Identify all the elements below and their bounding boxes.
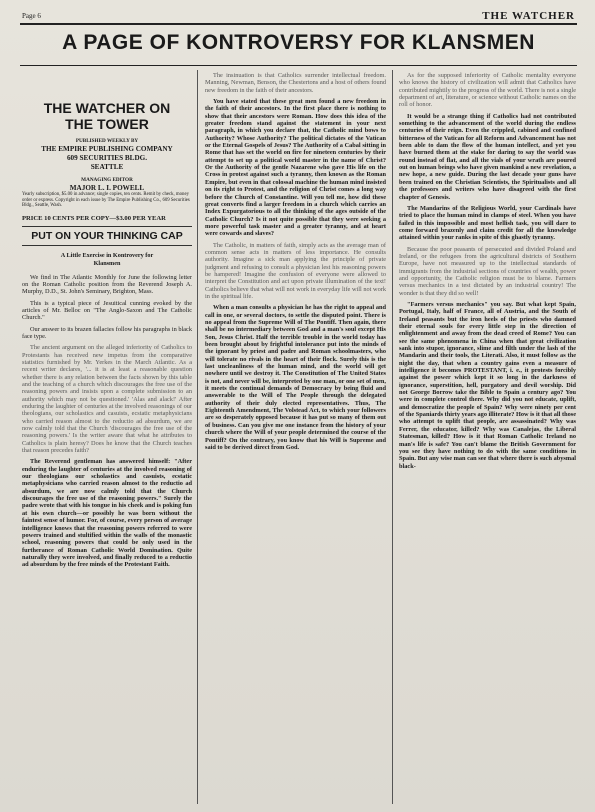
column-divider [392, 70, 393, 804]
column-divider [197, 70, 198, 804]
publisher-address: 609 SECURITIES BLDG. [66, 154, 148, 163]
headline-rule [20, 65, 577, 66]
subscription-notice: Yearly subscription, $5.00 in advance; single copies, ten cents. Remit by check, money order or express. Copyright in each issue by The Empire Publishing Co., 609 Securities Bldg., Seattle, Wash. [22, 192, 190, 209]
quoted-paragraph: The insinuation is that Catholics surrender intellectual freedom. Manning, Newman, Benson, the Chestertons and a host of others found new freedom in the faith of their ancestors. [205, 72, 386, 94]
answer-paragraph: "Farmers versus mechanics" you say. But what kept Spain, Portugal, Italy, half of France, all of Austria, and the South of Ireland peasants but the iron heels of the priests who damned their eternal souls for every little step in the direction of enlightenment and away from the dead creed of Rome? You can see the same phenomena in China when that great civilization sank into stupor, ignorance, slime and filth under the lash of the Mandarin and their tools, the Literati. Also, it must follow as the night the day, that when a country gains even a measure of intelligence it becomes PROTESTANT, i. e., it protests forcibly against the power which kept it so long in the darkness of ignorance, superstition, hell, purgatory and devil worship. Did not George Borrow take the Bible to Spain a century ago? You were in complete control there. Why did you not educate, uplift, and democratize the people of Spain? Why were ninety per cent of the Spaniards thirty years ago illiterate? How is it that all those who attempt to uplift that people, are assassinated? Why was Ferrer, the educator, killed? Why was Canalejas, the Liberal Statesman, killed? How is it that Roman Catholic Ireland no man's life is safe? You can't blame the British Government for you see they have nothing to do with the same conditions in Spain. But any wise man can see that where there is such abysmal black- [399, 300, 576, 470]
answer-paragraph: You have stated that these great men found a new freedom in the faith of their ancestors. In the first place there is nothing to show that their ancestors were Roman. How does this idea of the greater freedom stand against the statement in your next paragraph, in which you declare that, the Catholic mind bows to Authority? Whose Authority? The political dictates of the Vatican or the Eternal Gospels of Jesus? The Authority of a Cabal sitting in Rome that has set the world on fire for nineteen centuries by their attempt to set up a political world master in the name of Christ? Or the Authority of the gentle Nazarene who gave His life on the Cross in protest against such a tyranny, then known as the Roman Empire, but even in that colossal machine the human mind insisted on its right to Protest, and the religion of Christ comes a long way before the Church of Constantine. Will you tell me, how did these great converts find a larger freedom in a church which carries an Index Expurgatorious to all the thinking of the ages outside of the Catholic Church? Is it not quite possible that they were seeking a more powerful task master and a greater tyranny, and at heart were cowards and slaves? [205, 98, 386, 238]
column-1 [22, 72, 192, 806]
published-by: PUBLISHED WEEKLY BY [75, 138, 139, 144]
quoted-paragraph: The ancient argument on the alleged inferiority of Catholics to Protestants has received new impetus from the comparative statistics furnished by Mr. Yerkes in the March Atlantic. As a recent writer declares, '... it is at least a reasonable question whether there is any relation between the facts shown by this table and the teaching of a church which discourages the free use of the reasoning powers and insists upon a complete submission to an authority which may not be questioned.' 'Alas and alack!' After enduring the laughter of centuries at the involved reasonings of our theologians, our scholastics and casuists, ecstatic metaphysicians who carried reason almost to the reductio ad absurdum, we are now calmly told that the Church 'discourages the free use of the reasoning powers.' Is the writer aware that what he attributes to Catholics is plain heresy? Does he know that the Church teaches that reason precedes faith? [22, 344, 192, 455]
quoted-paragraph: The Catholic, in matters of faith, simply acts as the average man of common sense acts in matters of less importance. He consults authority. Imagine a sick man applying the principle of private judgment and refusing to consult a physician lest his reasoning powers be hampered! Imagine the confusion of everyone were allowed to interpret the Constitution and act upon private illumination of the text! Catholics believe that what will not work in everyday life will not work in the spiritual life. [205, 241, 386, 300]
column-2 [205, 72, 386, 806]
header-rule [20, 23, 577, 25]
answer-paragraph: The Mandarins of the Religious World, your Cardinals have tried to place the human mind in clamps of steel. When you have failed in this impossible and most hellish task, you will dare to come forward brazenly and claim credit for all the knowledge attained within your ranks in spite of this ghastly tyranny. [399, 204, 576, 242]
masthead-title-line1: THE WATCHER ON [43, 100, 171, 116]
quoted-paragraph: Because the poor peasants of persecuted and divided Poland and Ireland, or the refugees from the agricultural districts of Southern Europe, have not measured up to the intellectual standards of immigrants from the industrial sections of countries of wealth, power and opportunity, the Catholic religion must be to blame. Farmers versus mechanics in a test dictated by an industrial country! The wonder is that they did so well! [399, 245, 576, 297]
page-number: Page 6 [22, 12, 41, 20]
section-subtitle-line2: Klansmen [93, 259, 121, 267]
publisher-company: THE EMPIRE PUBLISHING COMPANY [41, 145, 173, 154]
column-3 [399, 72, 576, 806]
running-masthead: THE WATCHER [482, 10, 575, 22]
publisher-city: SEATTLE [90, 163, 124, 172]
answer-paragraph: When a man consults a physician he has the right to appeal and call in one, or several doctors, to settle the disputed point. There is no appeal from the Supreme Will of The Pontiff. Then again, there shall be no intermediary between God and a man's soul except His Son, Jesus Christ. Half the terrible trouble in the world today has been brought about by frightful intolerance put into the minds of the ignorant by priest and padre and Roman schoolmasters, who will tolerate no rivals in the heart of their flock. Surely this is the last uncleanliness of the human mind, and the world will get nowhere until we destroy it. The Constitution of The United States is not, and never will be, interpreted by one man, or one set of men, it meets the continual demands of Democracy by being fluid and answerable to the Will of The People through the delegated authority of their duly elected representatives. Thus, The Eighteenth Amendment, The Volstead Act, to which your followers are so desperately opposed because it has put so many of them out of business. Can you give me one instance from the history of your church where the Will of your people determined the course of the Pontiff? On the contrary, you know that his Will is Supreme and said to be derived direct from God. [205, 304, 386, 451]
editor-name: MAJOR L. I. POWELL [69, 183, 145, 192]
section-title: PUT ON YOUR THINKING CAP [22, 233, 192, 245]
price-line: PRICE 10 CENTS PER COPY—$3.00 PER YEAR [22, 215, 192, 227]
section-subtitle [22, 252, 192, 268]
page-headline: A PAGE OF KONTROVERSY FOR KLANSMEN [62, 31, 535, 54]
paragraph: Our answer to its brazen fallacies follow his paragraphs in black face type. [22, 325, 192, 340]
section-subtitle-line1: A Little Exercise in Kontrovery for [60, 251, 154, 259]
masthead-title [22, 100, 192, 132]
paragraph: This is a typical piece of Jesuitical cunning evoked by the articles of Mr. Belloc on "The Anglo-Saxon and The Catholic Church." [22, 299, 192, 322]
masthead-title-line2: THE TOWER [65, 116, 149, 132]
paragraph: We find in The Atlantic Monthly for June the following letter on the Roman Catholic position from the Reverend Joseph A. Murphy, D.D., St. John's Seminary, Brighton, Mass. [22, 273, 192, 296]
answer-paragraph: The Reverend gentleman has answered himself: "After enduring the laughter of centuries at the involved reasoning of our theologians our scholastics and casuists, ecstatic metaphysicians who carried reason almost to the reductio ad absurdum, we are now calmly told that the Church discourages the free use of the reasoning powers." Surely the padre wrote that with his tongue in his cheek and is poking fun at his own church—or possibly he was born without the faintest sense of humor. For, of course, every person of average intelligence knows that the reasoning powers referred to were powers trained and stultified within the walls of the monastic school, reasoning powers that could be only used in the furtherance of Roman Catholic World Domination. Quite naturally they were involved, and finally reduced to a reductio ad absurdum by the free minds of the Protestant Faith. [22, 458, 192, 569]
answer-paragraph: It would be a strange thing if Catholics had not contributed something to the advancement of the world during the endless centuries of their reign. Even the crippled, cabined and confined bitterness of the Vatican for all Reform and Advancement has not been able to dam the flow of the human intellect, and yet you have burned them at the stake for daring to say the world was round instead of flat, and all the vials of your wrath are poured out on human beings who have given mankind a new revelation, a new hope, a new guide. During the last decade your guns have been trained on the Christian Scientists, the Spiritualists and all the professors and writers who have disagreed with the first chapter of Genesis. [399, 112, 576, 201]
editor-label: MANAGING EDITOR [81, 177, 133, 184]
quoted-paragraph: As for the supposed inferiority of Catholic mentality everyone who knows the history of civilization will admit that Catholics have contributed mightily to the progress of the world. There is not a single department of art, literature, or science without Catholic names on the roll of honor. [399, 72, 576, 109]
